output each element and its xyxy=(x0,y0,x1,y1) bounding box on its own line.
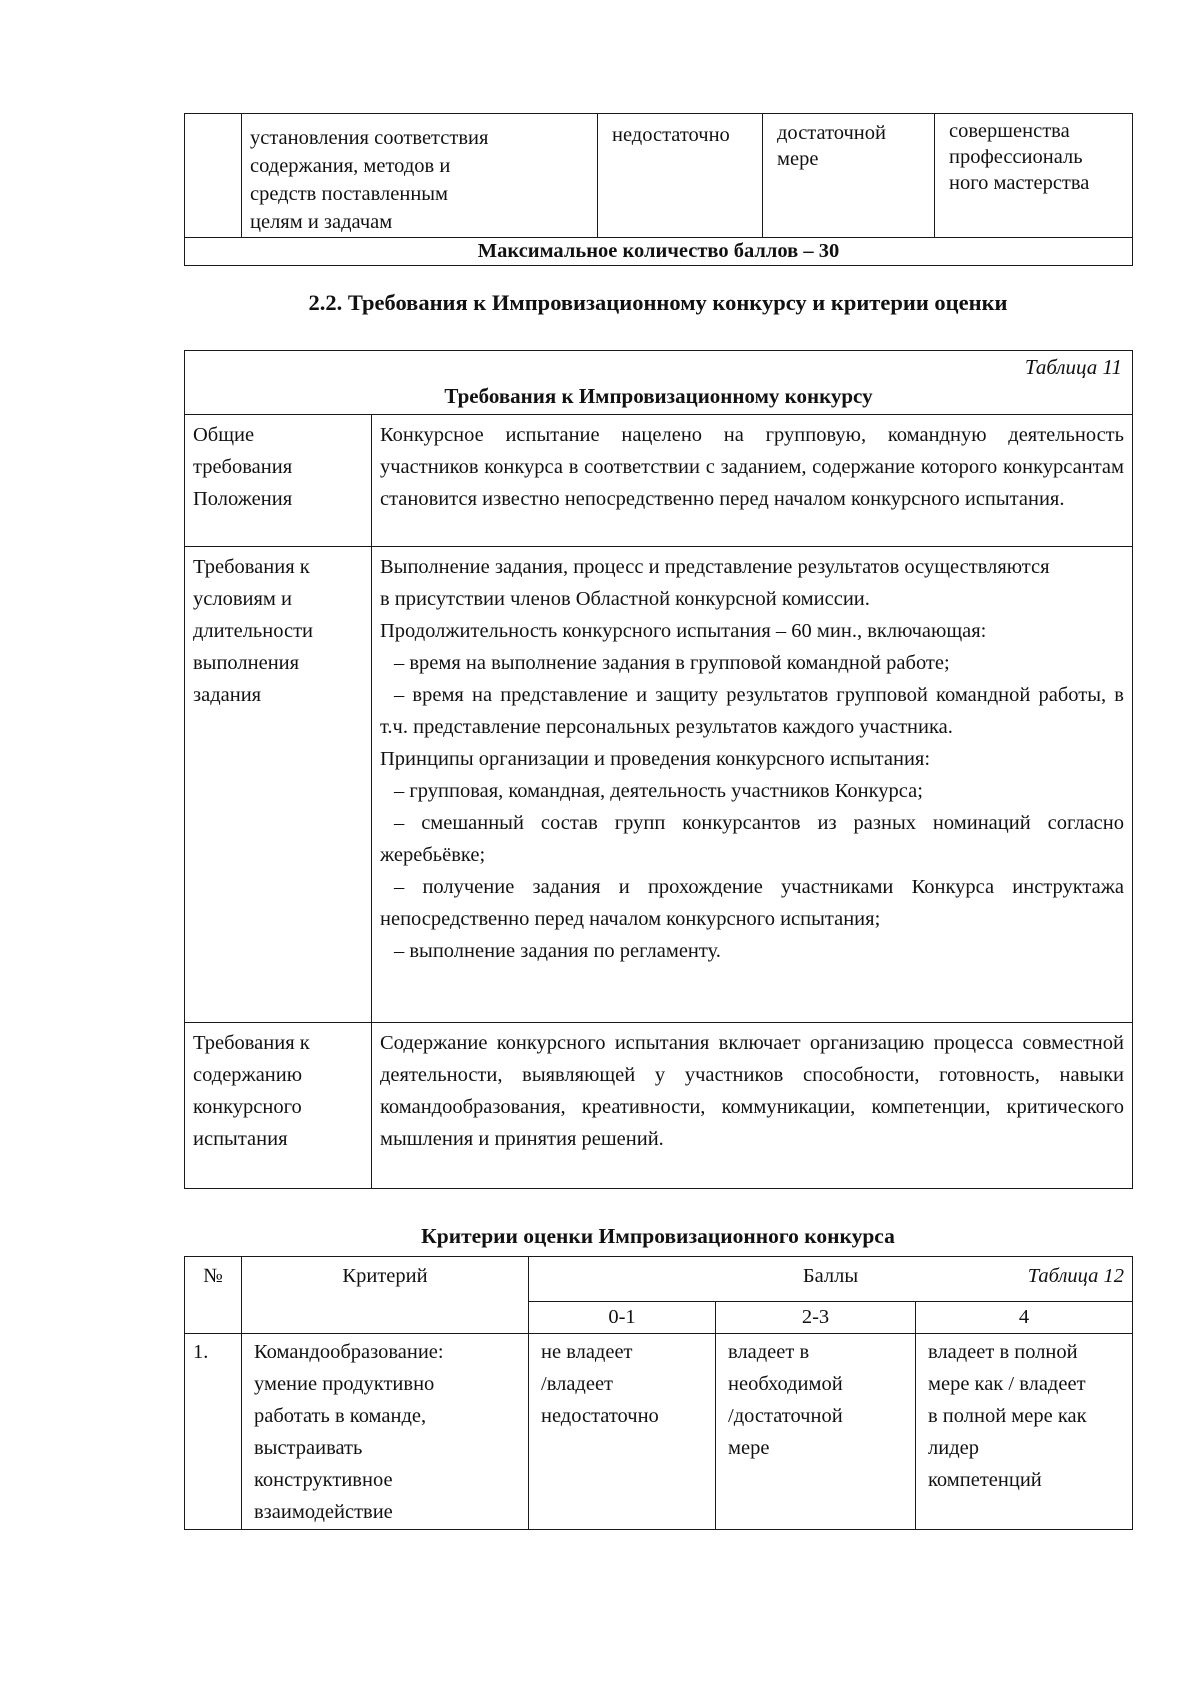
top-table xyxy=(184,113,1133,266)
row1-score-0-1: не владеет /владеет недостаточно xyxy=(529,1334,716,1530)
row1-score-4: владеет в полной мере как / владеет в полной мере как лидер компетенций xyxy=(916,1334,1133,1530)
table-11-title: Требования к Импровизационному конкурсу xyxy=(444,384,873,408)
row-general-body: Конкурсное испытание нацелено на групповую, командную деятельность участников конкурса в соответствии с заданием, содержание которого конкурсантам становится известно непосредственно перед началом конкурсного испытания. xyxy=(372,415,1133,547)
table-12-label: Таблица 12 xyxy=(1027,1265,1125,1287)
max-score-row: Максимальное количество баллов – 30 xyxy=(185,238,1133,266)
row-general-head: Общие требования Положения xyxy=(185,415,372,547)
score-level-4: 4 xyxy=(916,1302,1133,1334)
row1-num: 1. xyxy=(185,1334,242,1530)
top-col-b: достаточной мере xyxy=(763,114,935,238)
score-level-2-3: 2-3 xyxy=(716,1302,916,1334)
table-11-caption xyxy=(185,351,1133,415)
row-conditions-head: Требования к условиям и длительности выполнения задания xyxy=(185,547,372,1023)
top-criterion-cell: установления соответствия содержания, методов и средств поставленным целям и задачам xyxy=(242,114,598,238)
row-conditions-body: Выполнение задания, процесс и представление результатов осуществляются в присутствии членов Областной конкурсной комиссии. Продолжительность конкурсного испытания – 60 мин., включающая: – время на выполнение задания в групповой командной работе; – время на представление и защиту результатов групповой командной работы, в т.ч. представление персональных результатов каждого участника. Принципы организации и проведения конкурсного испытания: – групповая, командная, деятельность участников Конкурса; – смешанный состав групп конкурсантов из разных номинаций согласно жеребьёвке; – получение задания и прохождение участниками Конкурса инструктажа непосредственно перед началом конкурсного испытания; – выполнение задания по регламенту. xyxy=(372,547,1133,1023)
row1-criterion: Командообразование: умение продуктивно работать в команде, выстраивать конструктивное взаимодействие xyxy=(242,1334,529,1530)
row-content-head: Требования к содержанию конкурсного испытания xyxy=(185,1023,372,1189)
top-col-a: недостаточно xyxy=(598,114,763,238)
score-level-0-1: 0-1 xyxy=(529,1302,716,1334)
col-num-header: № xyxy=(185,1257,242,1334)
col-scores-header xyxy=(529,1257,1133,1302)
top-num-cell xyxy=(185,114,242,238)
table-11 xyxy=(184,350,1133,1189)
scores-label: Баллы xyxy=(802,1265,859,1287)
col-criterion-header: Критерий xyxy=(242,1257,529,1334)
table-12-heading: Критерии оценки Импровизационного конкурса xyxy=(421,1224,895,1248)
table-12 xyxy=(184,1256,1133,1530)
top-col-c: совершенства профессиональ ного мастерства xyxy=(935,114,1133,238)
section-heading: 2.2. Требования к Импровизационному конкурсу и критерии оценки xyxy=(308,290,1008,315)
row-content-body: Содержание конкурсного испытания включает организацию процесса совместной деятельности, выявляющей у участников способности, готовность, навыки командообразования, креативности, коммуникации, компетенции, критического мышления и принятия решений. xyxy=(372,1023,1133,1189)
row1-score-2-3: владеет в необходимой /достаточной мере xyxy=(716,1334,916,1530)
table-11-label: Таблица 11 xyxy=(1024,355,1122,379)
